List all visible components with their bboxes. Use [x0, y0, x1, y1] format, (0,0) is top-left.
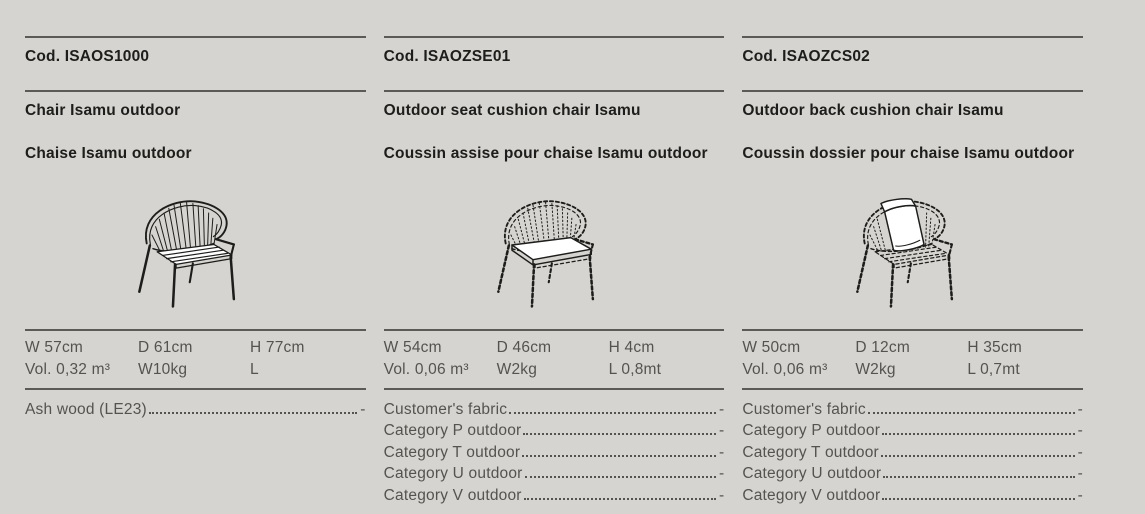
dim-length: L: [250, 360, 259, 378]
product-code: Cod. ISAOS1000: [25, 36, 366, 90]
price-row: [742, 463, 1083, 484]
product-code: Cod. ISAOZSE01: [384, 36, 725, 90]
chair-with-back-cushion-drawing-icon: [850, 197, 976, 315]
price-value: -: [718, 486, 725, 504]
product-title-fr: Coussin dossier pour chaise Isamu outdoor: [742, 145, 1075, 162]
price-label: Category T outdoor: [742, 443, 879, 461]
dimensions-row: [742, 337, 1083, 359]
dot-leader: [522, 455, 716, 457]
dim-width: W 57cm: [25, 339, 84, 356]
dimensions-row: [384, 337, 725, 359]
product-code: Cod. ISAOZCS02: [742, 36, 1083, 90]
dim-depth: D 12cm: [855, 339, 910, 356]
dim-volume: Vol. 0,06 m³: [742, 360, 828, 378]
dot-leader: [509, 412, 716, 414]
dim-volume: Vol. 0,06 m³: [383, 360, 469, 378]
price-list: [25, 390, 366, 420]
price-label: Category U outdoor: [383, 465, 523, 483]
price-label: Category T outdoor: [383, 443, 521, 461]
price-label: Category P outdoor: [383, 422, 522, 440]
price-value: -: [718, 422, 725, 440]
dot-leader: [149, 412, 357, 414]
dot-leader: [868, 412, 1075, 414]
price-label: Category V outdoor: [742, 486, 881, 504]
product-column-1: [25, 36, 366, 514]
dim-depth: D 46cm: [496, 339, 552, 356]
dot-leader: [883, 476, 1074, 478]
product-figure: [25, 164, 366, 329]
dimensions-table: [25, 329, 366, 390]
product-figure: [384, 164, 725, 329]
price-value: -: [1077, 486, 1083, 504]
product-titles: [384, 90, 725, 164]
dim-weight: W10kg: [138, 360, 188, 378]
price-value: -: [718, 465, 725, 483]
dimensions-row: [384, 359, 725, 381]
price-row: [384, 399, 725, 420]
dim-depth: D 61cm: [138, 339, 193, 356]
dot-leader: [525, 476, 716, 478]
price-label: Customer's fabric: [383, 401, 508, 418]
dot-leader: [882, 498, 1074, 500]
product-top-3: [742, 36, 1083, 329]
dot-leader: [881, 455, 1075, 457]
product-titles: [742, 90, 1083, 164]
price-value: -: [718, 443, 725, 461]
price-label: Ash wood (LE23): [25, 401, 147, 418]
price-row: [742, 420, 1083, 441]
price-list: [384, 390, 725, 506]
product-title-fr: Coussin assise pour chaise Isamu outdoor: [383, 145, 708, 162]
dimensions-table: [384, 329, 725, 390]
dimensions-row: [25, 337, 366, 359]
dot-leader: [882, 433, 1075, 435]
price-value: -: [1077, 443, 1083, 461]
dimensions-row: [742, 359, 1083, 381]
product-column-3: [742, 36, 1083, 514]
chair-with-seat-cushion-drawing-icon: [491, 197, 617, 315]
dim-width: W 54cm: [383, 339, 442, 356]
product-title-en: Outdoor seat cushion chair Isamu: [383, 102, 641, 119]
price-row: [384, 420, 725, 441]
dimensions-row: [25, 359, 366, 381]
price-list: [742, 390, 1083, 506]
price-label: Category P outdoor: [742, 422, 881, 440]
dot-leader: [524, 498, 716, 500]
dim-height: H 4cm: [608, 339, 655, 356]
price-value: -: [1077, 465, 1083, 483]
product-title-en: Outdoor back cushion chair Isamu: [742, 102, 1004, 119]
price-row: [742, 442, 1083, 463]
dimensions-table: [742, 329, 1083, 390]
dim-weight: W2kg: [855, 360, 896, 378]
dim-height: H 77cm: [250, 339, 305, 356]
price-value: -: [360, 401, 366, 418]
product-figure: [742, 164, 1083, 329]
price-label: Category V outdoor: [383, 486, 522, 504]
dim-length: L 0,8mt: [608, 360, 662, 378]
dim-weight: W2kg: [496, 360, 538, 378]
price-row: [742, 485, 1083, 506]
dim-width: W 50cm: [742, 339, 801, 356]
price-row: [384, 463, 725, 484]
product-title-en: Chair Isamu outdoor: [25, 102, 181, 119]
price-row: [384, 442, 725, 463]
dim-volume: Vol. 0,32 m³: [25, 360, 111, 378]
dot-leader: [523, 433, 716, 435]
product-top-2: [384, 36, 725, 329]
dim-height: H 35cm: [967, 339, 1022, 356]
product-top-1: [25, 36, 366, 329]
price-row: [384, 485, 725, 506]
price-value: -: [1077, 401, 1083, 418]
product-column-2: [384, 36, 725, 514]
price-row: [742, 399, 1083, 420]
chair-line-drawing-icon: [132, 197, 258, 315]
dim-length: L 0,7mt: [967, 360, 1020, 378]
product-titles: [25, 90, 366, 164]
price-value: -: [1077, 422, 1083, 440]
price-label: Customer's fabric: [742, 401, 866, 418]
price-value: -: [718, 401, 725, 418]
product-title-fr: Chaise Isamu outdoor: [25, 145, 192, 162]
price-row: [25, 399, 366, 420]
price-label: Category U outdoor: [742, 465, 882, 483]
